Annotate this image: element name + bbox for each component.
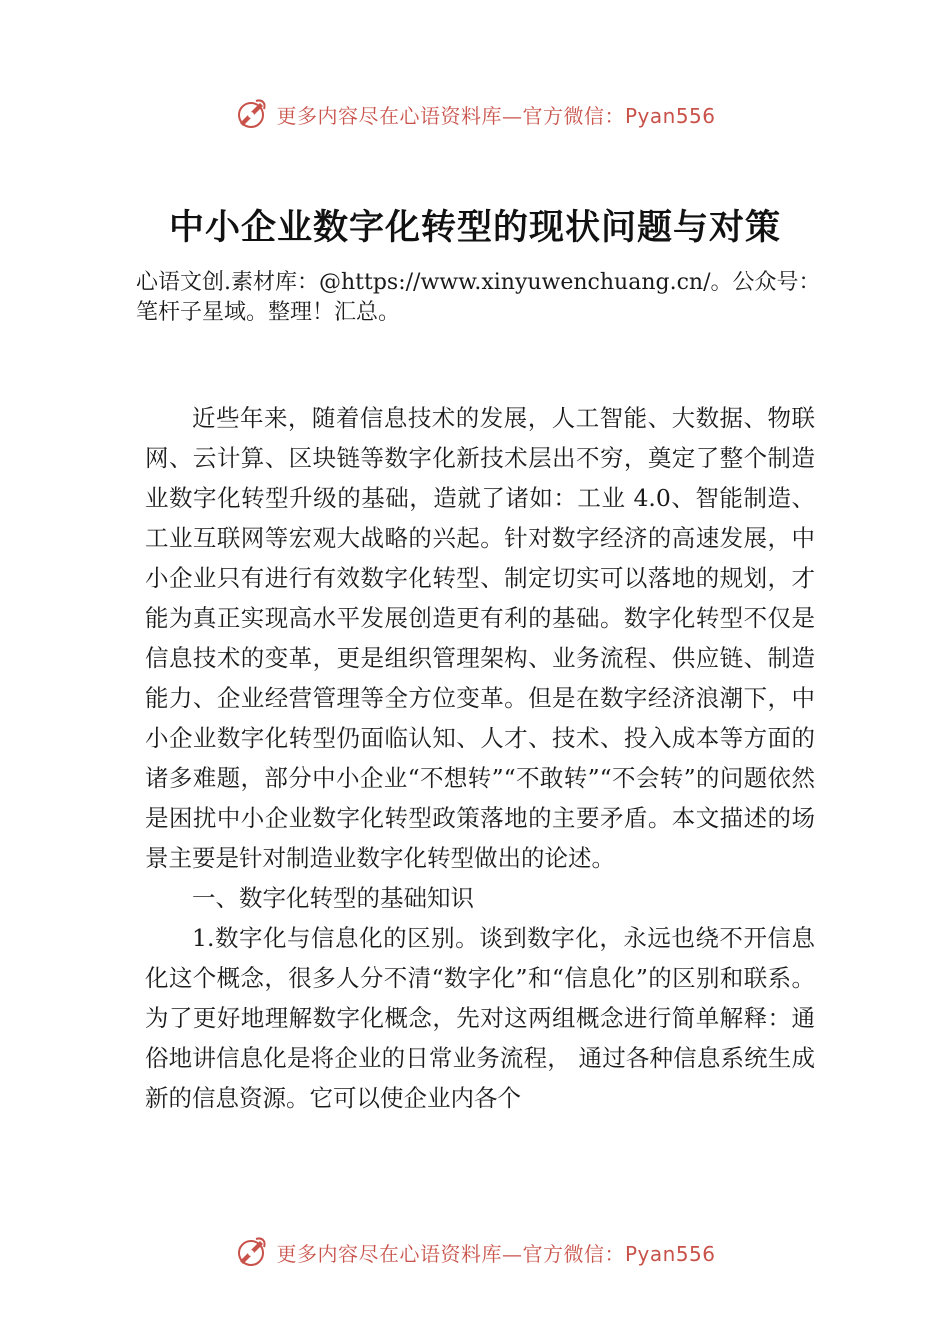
banner-promo-text: 更多内容尽在心语资料库—官方微信： [276,1241,625,1266]
banner-wechat-id: Pyan556 [624,103,716,128]
source-line: 心语文创.素材库：@https://www.xinyuwenchuang.cn/。公众号：笔杆子星域。整理！汇总。 [136,270,821,325]
pen-circle-logo-icon [234,1235,268,1269]
document-body [145,398,815,1118]
footer-banner [0,1232,950,1272]
banner-text [276,1238,715,1267]
pen-circle-logo-icon [234,97,268,131]
paragraph-digital-vs-info: 1.数字化与信息化的区别。谈到数字化，永远也绕不开信息化这个概念，很多人分不清“数字化”和“信息化”的区别和联系。为了更好地理解数字化概念，先对这两组概念进行简单解释：通俗地讲信息化是将企业的日常业务流程， 通过各种信息系统生成新的信息资源。它可以使企业内各个 [145,924,815,1112]
section-heading: 一、数字化转型的基础知识 [192,884,474,912]
banner-wechat-id: Pyan556 [624,1241,716,1266]
paragraph-intro: 近些年来，随着信息技术的发展，人工智能、大数据、物联网、云计算、区块链等数字化新技术层出不穷，奠定了整个制造业数字化转型升级的基础，造就了诸如：工业 4.0、智能制造、工业互联网等宏观大战略的兴起。针对数字经济的高速发展，中小企业只有进行有效数字化转型、制定切实可以落地的规划，才能为真正实现高水平发展创造更有利的基础。数字化转型不仅是信息技术的变革，更是组织管理架构、业务流程、供应链、制造能力、企业经营管理等全方位变革。但是在数字经济浪潮下，中小企业数字化转型仍面临认知、人才、技术、投入成本等方面的诸多难题，部分中小企业“不想转”“不敢转”“不会转”的问题依然是困扰中小企业数字化转型政策落地的主要矛盾。本文描述的场景主要是针对制造业数字化转型做出的论述。 [145,404,815,872]
banner-promo-text: 更多内容尽在心语资料库—官方微信： [276,103,625,128]
banner-text [276,100,715,129]
document-title: 中小企业数字化转型的现状问题与对策 [168,207,781,248]
header-banner [0,94,950,134]
